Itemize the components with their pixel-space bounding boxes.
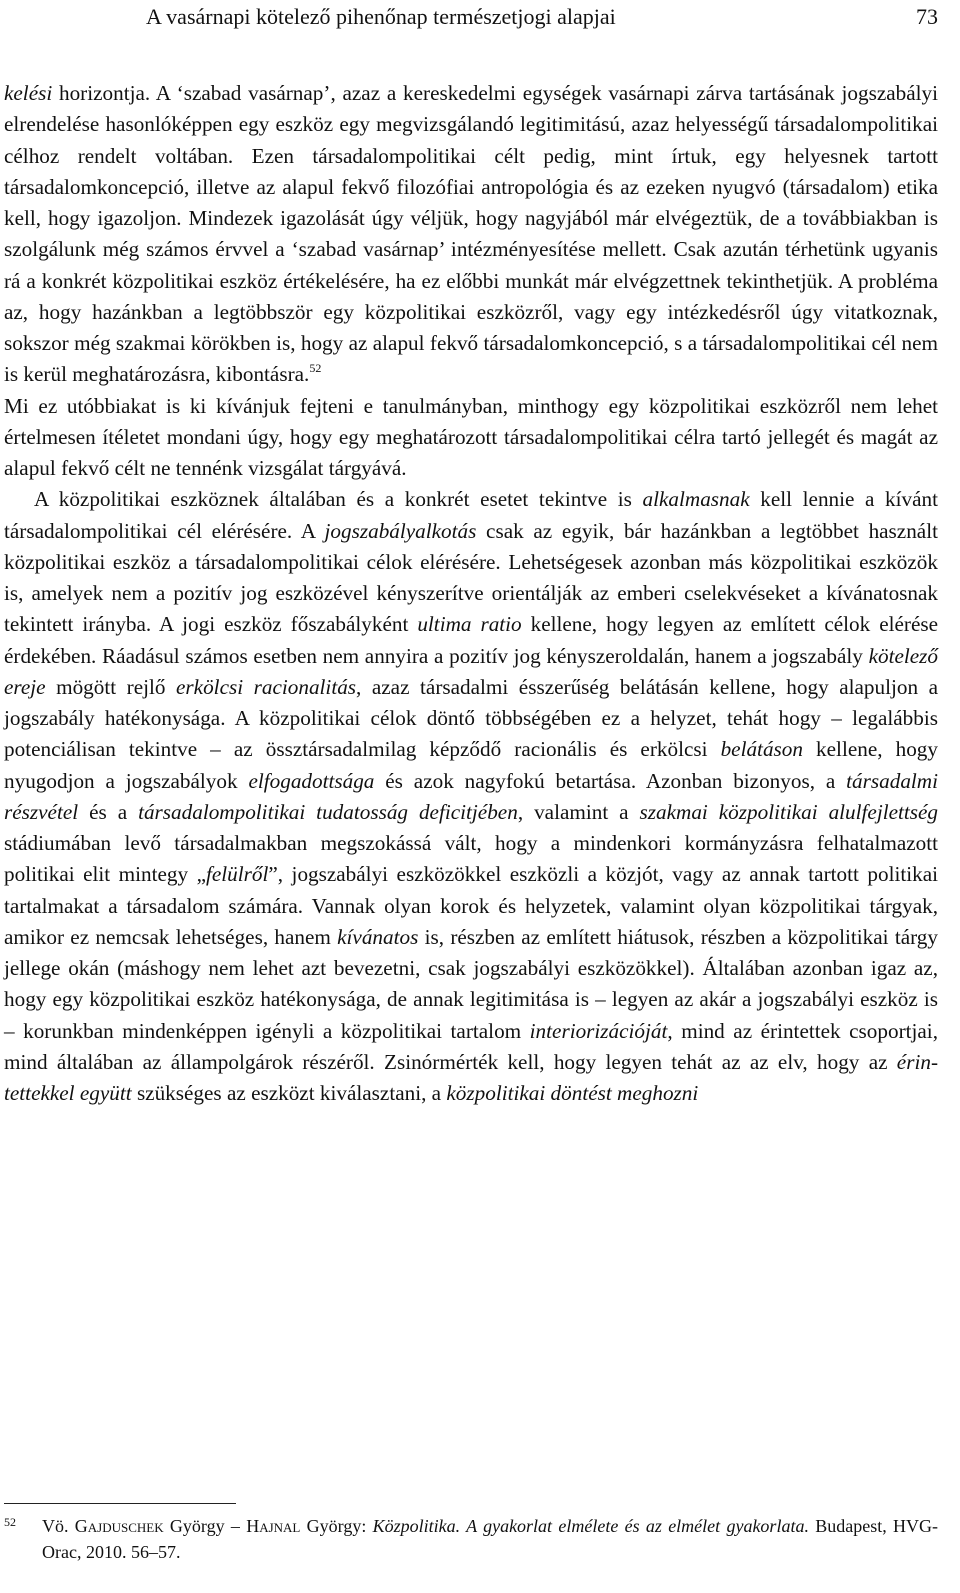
italic-term: társadalompolitikai tudatosság deficitjében [138, 799, 518, 824]
page-number: 73 [916, 4, 938, 29]
italic-term: kötelező ereje [4, 643, 938, 699]
italic-term: elfogadottsága [248, 768, 375, 793]
author-surname: Hajnal [246, 1516, 301, 1536]
italic-term: közpolitikai döntést meghozni [446, 1081, 699, 1105]
footnote-segment: Vö. [42, 1516, 75, 1536]
paragraph-text: , azaz társadalmi ésszerűség belátásán kellene, hogy alapuljon a jogszabály hatékonysága. A közpolitikai célok döntő többségében ez a helyzet, tehát hogy – legalábbis potenciálisan tekintve – az össztársadalmilag képződő racionális és erkölcsi [4, 674, 938, 762]
paragraph-text: Mi ez utóbbiakat is ki kívánjuk fejteni e tanulmányban, minthogy egy közpolitikai eszközről nem lehet értelmesen ítéletet mondani úgy, hogy egy meghatározott társadalompolitikai célra tartó jellegét és magát az alapul fekvő célt ne tennénk vizsgálat tárgyává. [4, 393, 938, 480]
paragraph-text: és a [78, 799, 139, 824]
italic-term: kívánatos [337, 924, 419, 949]
paragraph-2 [4, 484, 938, 1109]
footnote-reference[interactable]: 52 [309, 361, 322, 376]
footnote [4, 1513, 938, 1565]
footnote-divider [4, 1503, 236, 1504]
paragraph-text: is, részben az említett hiátusok, részben a közpolitikai tárgy jellege okán (máshogy nem lehet azt bevezetni, csak jogszabályi eszközökkel). Általában azonban igaz az, hogy egy közpolitikai eszköz hatékonysága, de annak legitimitása is – legyen az akár a jogszabályi eszköz is – korunkban mindenképpen igényli a közpolitikai tartalom [4, 924, 938, 1043]
body-text [4, 78, 938, 1109]
author-surname: Gajduschek [74, 1516, 164, 1536]
footnote-segment: György: [300, 1516, 373, 1536]
running-title: A vasárnapi kötelező pihenőnap természetjogi alapjai [146, 4, 616, 29]
paragraph-text: kell lennie a kívánt társadalompolitikai cél elérésére. A [4, 487, 939, 543]
paragraph-text: és azok nagyfokú betartása. Azonban bizonyos, a [374, 768, 847, 793]
paragraph-text: kellene, hogy legyen az említett célok elérése érdekében. Ráadásul számos esetben nem annyira a pozitív jog kényszeroldalán, hanem a jogszabály [4, 612, 938, 668]
paragraph-text: mögött rejlő [45, 674, 177, 699]
italic-term: társadalmi részvétel [4, 768, 938, 824]
paragraph-text: A közpolitikai eszköznek általában és a konkrét esetet tekintve is [34, 487, 643, 512]
footnote-segment: György – [163, 1516, 247, 1536]
paragraph-text: ”, jogszabályi eszközökkel eszközli a közjót, vagy az annak tartott politikai tartalmakat a társadalom számára. Vannak olyan korok és helyzetek, valamint olyan közpolitikai tárgyak, amikor ez nemcsak lehetséges, hanem [4, 862, 938, 949]
paragraph-text: , valamint a [517, 799, 640, 824]
book-title: Közpolitika. A gyakorlat elmélete és az elmélet gyakorlata. [372, 1516, 809, 1536]
italic-term: érintettekkel együtt [4, 1049, 938, 1105]
paragraph-text: csak az egyik, bár hazánkban a legtöbbet használt közpolitikai eszköz a társadalompolitikai célok elérésére. Lehetségesek azonban más közpolitikai eszközök is, amelyek nem a pozitív jog eszközével kényszerítve orientálják az emberi cselekvéseket a kívánatosnak tekintett irányba. A jogi eszköz főszabályként [4, 518, 938, 637]
italic-term: szakmai közpolitikai alulfejlettség [639, 799, 939, 824]
italic-term: erkölcsi racionalitás [176, 674, 357, 699]
paragraph-text: szükséges az eszközt kiválasztani, a [131, 1081, 447, 1105]
paragraph-text: horizontja. A ‘szabad vasárnap’, azaz a kereskedelmi egységek vasárnapi zárva tartásának jogszabályi elrendelése hasonlóképpen egy eszköz egy megvizsgálandó legitimitású, azaz helyességű társadalompolitikai célhoz rendelt voltában. Ezen társadalompolitikai célt pedig, mint írtuk, egy helyesnek tartott társadalomkoncepció, illetve az alapul fekvő filozófiai antropológia és az ezeken nyugvó (társadalom) etika kell, hogy igazoljon. Mindezek igazolását úgy véljük, hogy nagyjából már elvégeztük, de a továbbiakban is szolgálunk még számos érvvel a ‘szabad vasárnap’ intézményesítése mellett. Csak azután térhetünk ugyanis rá a konkrét közpolitikai eszköz értékelésére, ha ez előbbi munkát már elvégzettnek tekinthetjük. A probléma az, hogy hazánkban a legtöbbször egy közpolitikai eszközről, vagy egy intézkedésről úgy vitatkoznak, sokszor még szakmai körökben is, hogy az alapul fekvő társadalomkoncepció, s a társadalompolitikai cél nem is kerül meghatározásra, kibontásra. [4, 81, 938, 387]
italic-term: ultima ratio [417, 612, 522, 637]
italic-term: belátáson [720, 737, 803, 762]
paragraph-text: stádiumában levő társadalmakban megszokássá vált, hogy a mindenkori kormányzásra felhatalmazott politikai elit mintegy „ [4, 831, 938, 887]
italic-term: interiorizációját [529, 1018, 668, 1043]
footnote-number: 52 [4, 1515, 16, 1529]
italic-term: alkalmasnak [642, 487, 750, 512]
footnote-segment: Budapest, HVG-Orac, 2010. 56–57. [42, 1516, 939, 1562]
italic-term: jogszabályalkotás [324, 518, 477, 543]
italic-term: kelési [4, 81, 53, 105]
italic-term: felülről [205, 862, 269, 887]
paragraph-1 [4, 78, 938, 484]
paragraph-text: kellene, hogy nyugodjon a jogszabályok [4, 737, 938, 793]
footnote-text [42, 1513, 938, 1565]
running-head [0, 0, 960, 34]
paragraph-text: , mind az érintettek csoportjai, mind általában az állampolgárok részéről. Zsinórmérték kell, hogy legyen tehát az az elv, hogy az [4, 1018, 938, 1074]
